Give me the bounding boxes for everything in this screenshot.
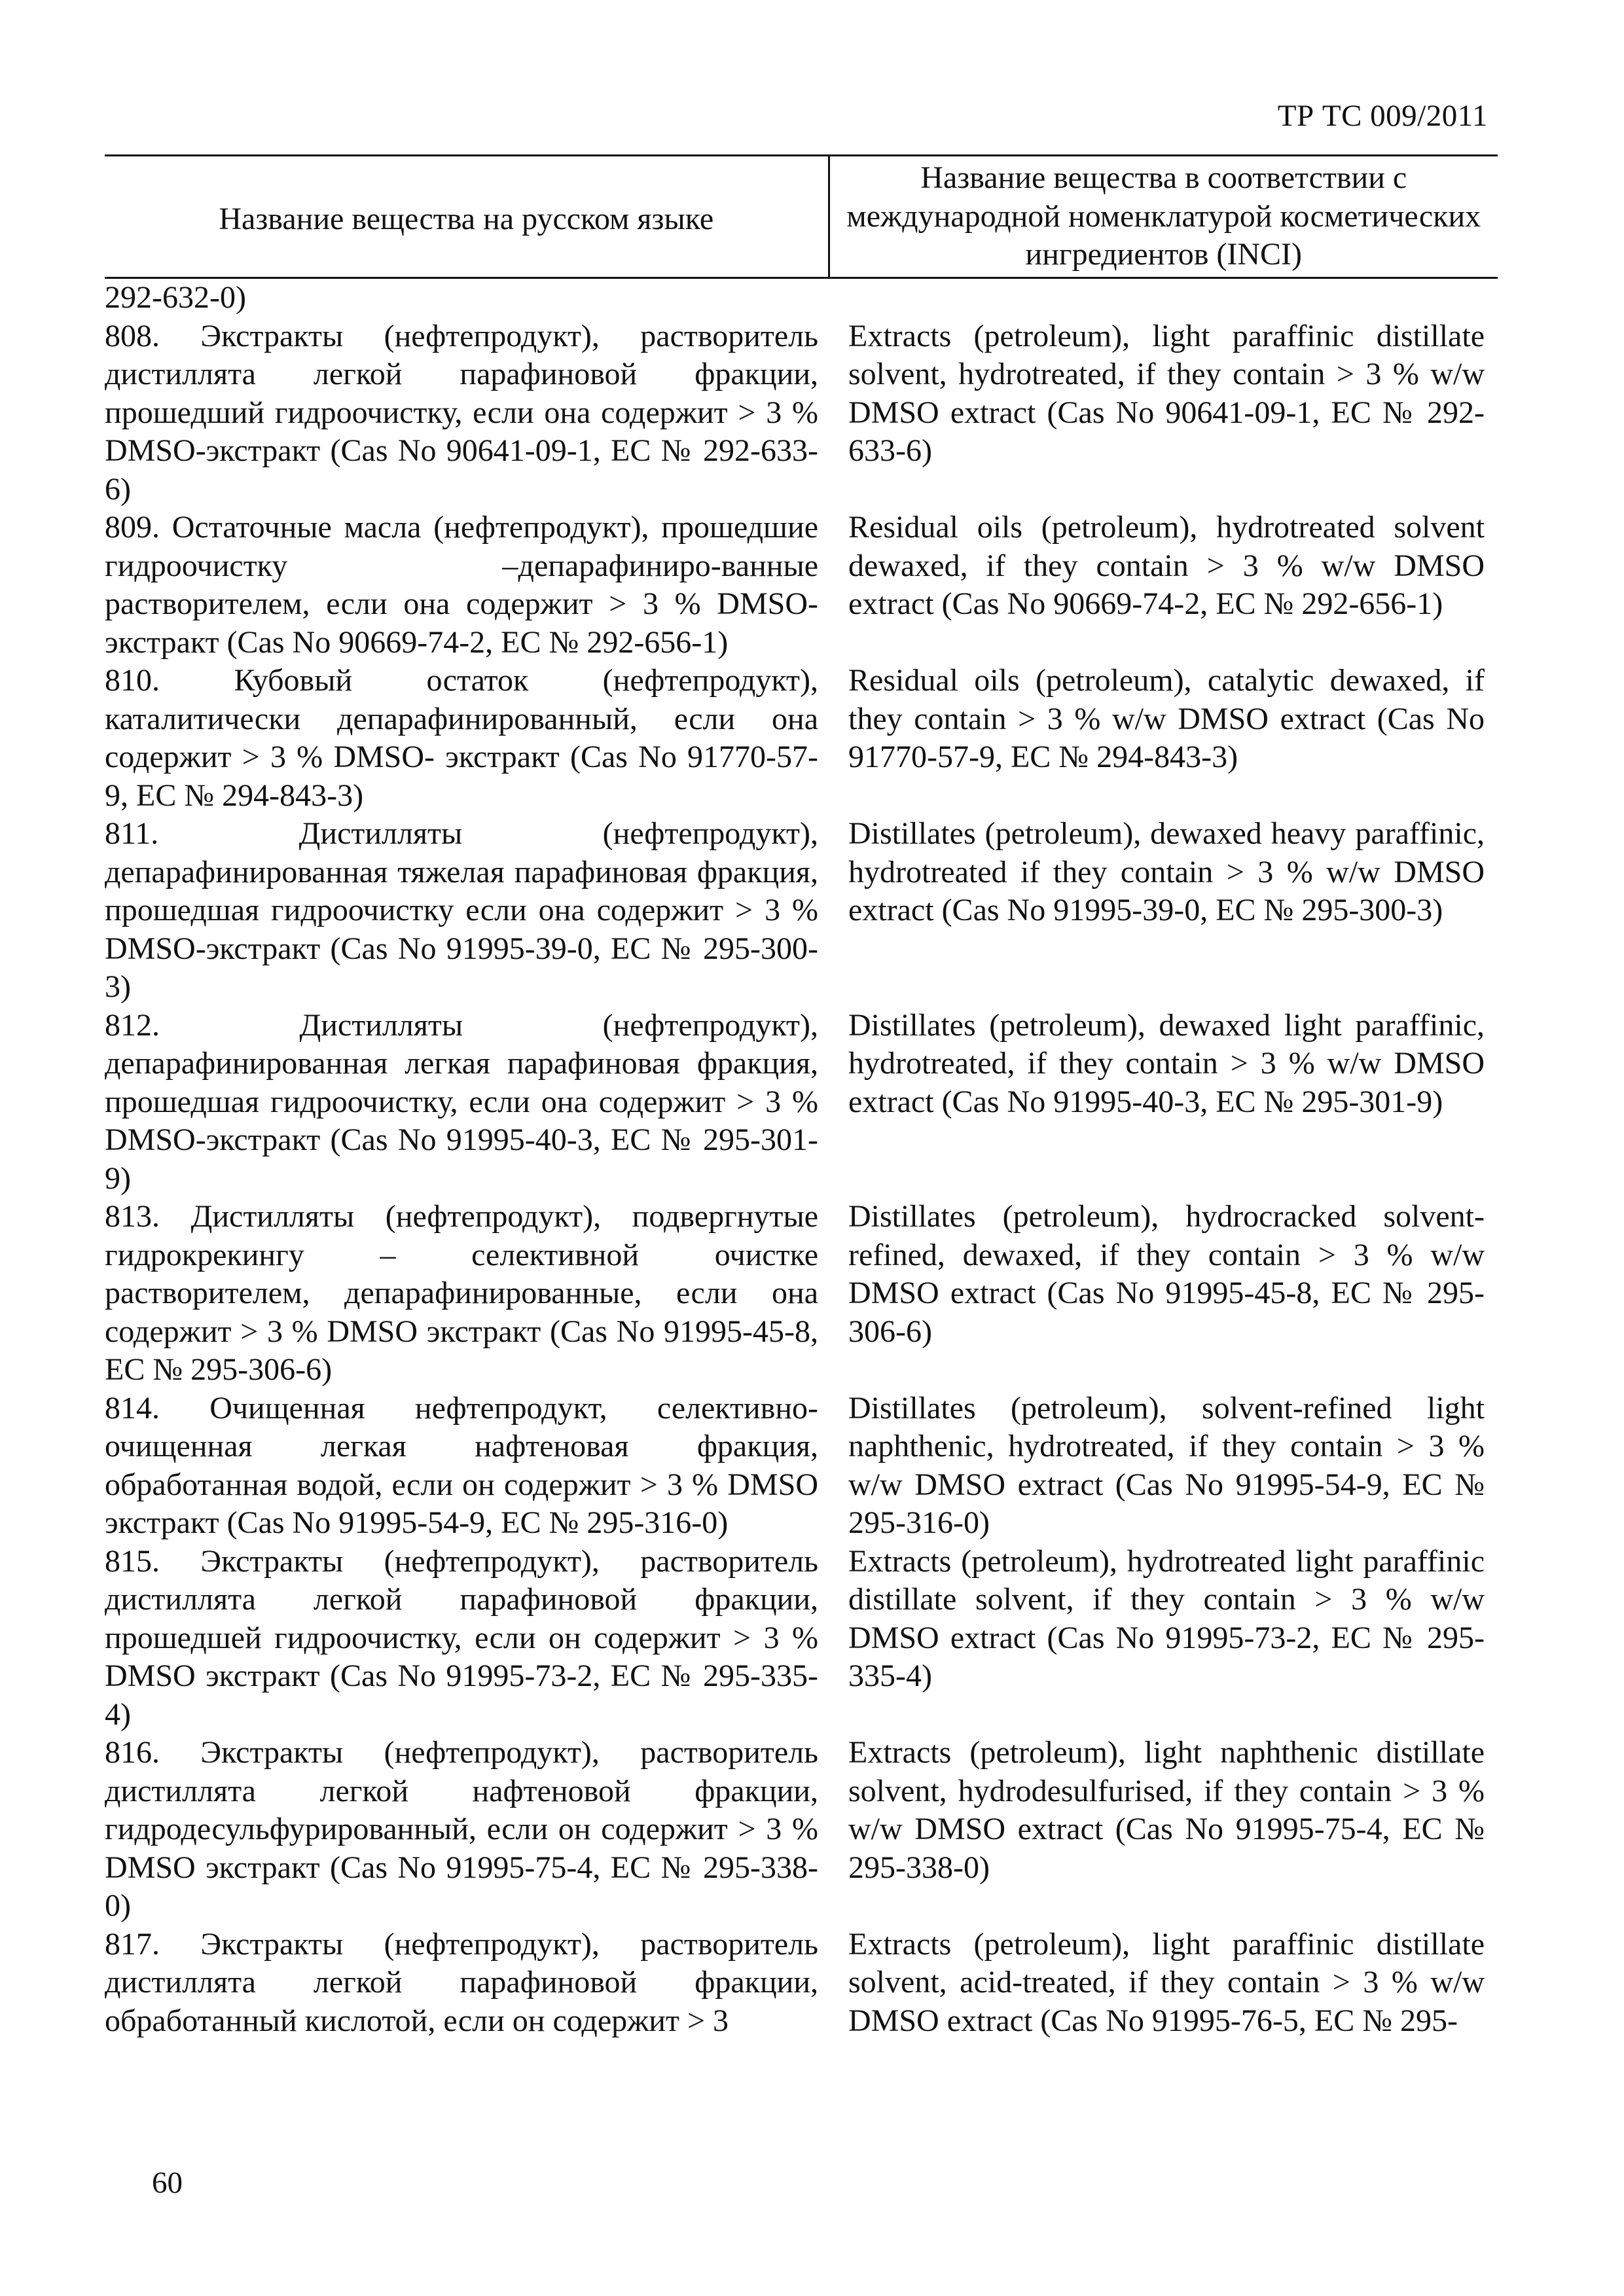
table-row <box>105 1734 1498 1926</box>
table-row <box>105 1007 1498 1198</box>
substance-name-russian: 292-632-0) <box>105 280 246 315</box>
column-header-inci-name: Название вещества в соответствии с международной номенклатурой косметических ингредиентов (INCI) <box>829 156 1498 278</box>
substance-name-russian: 810. Кубовый остаток (нефтепродукт), каталитически депарафинированный, если она содержит > 3 % DMSO- экстракт (Cas No 91770-57-9, ЕС № 294-843-3) <box>105 663 818 813</box>
substance-name-inci: Extracts (petroleum), light paraffinic distillate solvent, acid-treated, if they contain > 3 % w/w DMSO extract (Cas No 91995-76-5, EC № 295- <box>848 1926 1485 2038</box>
substance-name-russian: 817. Экстракты (нефтепродукт), растворитель дистиллята легкой парафиновой фракции, обработанный кислотой, если он содержит > 3 <box>105 1926 818 2038</box>
page-number: 60 <box>152 2166 183 2200</box>
substance-name-inci: Residual oils (petroleum), catalytic dewaxed, if they contain > 3 % w/w DMSO extract (Cas No 91770-57-9, EC № 294-843-3) <box>848 663 1485 774</box>
substance-name-inci: Distillates (petroleum), hydrocracked solvent-refined, dewaxed, if they contain > 3 % w/w DMSO extract (Cas No 91995-45-8, EC № 295-306-6) <box>848 1199 1485 1349</box>
substance-name-russian: 809. Остаточные масла (нефтепродукт), прошедшие гидроочистку –депарафиниро-ванные растворителем, если она содержит > 3 % DMSO-экстракт (Cas No 90669-74-2, ЕС № 292-656-1) <box>105 510 818 660</box>
table-row <box>105 1926 1498 2041</box>
table-header <box>105 156 1498 278</box>
table-row <box>105 815 1498 1007</box>
substance-table <box>105 154 1498 2040</box>
substance-name-inci: Residual oils (petroleum), hydrotreated solvent dewaxed, if they contain > 3 % w/w DMSO extract (Cas No 90669-74-2, EC № 292-656-1) <box>848 510 1485 621</box>
substance-name-inci <box>829 278 1498 317</box>
table-row <box>105 317 1498 509</box>
table-row <box>105 1543 1498 1734</box>
substance-name-russian: 814. Очищенная нефтепродукт, селективно-очищенная легкая нафтеновая фракция, обработанная водой, если он содержит > 3 % DMSO экстракт (Cas No 91995-54-9, ЕС № 295-316-0) <box>105 1390 818 1540</box>
substance-name-russian: 815. Экстракты (нефтепродукт), растворитель дистиллята легкой парафиновой фракции, прошедшей гидроочистку, если он содержит > 3 % DMSO экстракт (Cas No 91995-73-2, ЕС № 295-335-4) <box>105 1543 818 1732</box>
column-header-russian-name: Название вещества на русском языке <box>105 156 829 278</box>
substance-name-inci: Extracts (petroleum), hydrotreated light paraffinic distillate solvent, if they contain > 3 % w/w DMSO extract (Cas No 91995-73-2, EC № 295-335-4) <box>848 1543 1485 1693</box>
substance-name-russian: 816. Экстракты (нефтепродукт), растворитель дистиллята легкой нафтеновой фракции, гидродесульфурированный, если он содержит > 3 % DMSO экстракт (Cas No 91995-75-4, ЕС № 295-338-0) <box>105 1735 818 1923</box>
table-body <box>105 278 1498 2041</box>
substance-name-inci: Distillates (petroleum), dewaxed light paraffinic, hydrotreated, if they contain > 3 % w/w DMSO extract (Cas No 91995-40-3, EC № 295-301-9) <box>848 1007 1485 1119</box>
substance-name-inci: Distillates (petroleum), solvent-refined light naphthenic, hydrotreated, if they contain > 3 % w/w DMSO extract (Cas No 91995-54-9, EC № 295-316-0) <box>848 1390 1485 1540</box>
substance-name-inci: Extracts (petroleum), light paraffinic distillate solvent, hydrotreated, if they contain > 3 % w/w DMSO extract (Cas No 90641-09-1, EC № 292-633-6) <box>848 318 1485 468</box>
substance-name-russian: 808. Экстракты (нефтепродукт), растворитель дистиллята легкой парафиновой фракции, прошедший гидроочистку, если она содержит > 3 % DMSO-экстракт (Cas No 90641-09-1, ЕС № 292-633-6) <box>105 318 818 507</box>
table-row <box>105 509 1498 662</box>
table-row <box>105 278 1498 317</box>
substance-name-inci: Distillates (petroleum), dewaxed heavy paraffinic, hydrotreated if they contain > 3 % w/w DMSO extract (Cas No 91995-39-0, EC № 295-300-3) <box>848 816 1485 927</box>
table-row <box>105 1198 1498 1390</box>
substance-name-russian: 812. Дистилляты (нефтепродукт), депарафинированная легкая парафиновая фракция, прошедшая гидроочистку, если она содержит > 3 % DMSO-экстракт (Cas No 91995-40-3, ЕС № 295-301-9) <box>105 1007 818 1196</box>
substance-name-russian: 811. Дистилляты (нефтепродукт), депарафинированная тяжелая парафиновая фракция, прошедшая гидроочистку если она содержит > 3 % DMSO-экстракт (Cas No 91995-39-0, ЕС № 295-300-3) <box>105 816 818 1004</box>
substance-name-inci: Extracts (petroleum), light naphthenic distillate solvent, hydrodesulfurised, if they contain > 3 % w/w DMSO extract (Cas No 91995-75-4, EC № 295-338-0) <box>848 1735 1485 1885</box>
table-row <box>105 1390 1498 1543</box>
substance-table-container <box>105 154 1498 2040</box>
document-reference: ТР ТС 009/2011 <box>1277 99 1488 133</box>
table-row <box>105 662 1498 815</box>
substance-name-russian: 813. Дистилляты (нефтепродукт), подвергнутые гидрокрекингу – селективной очистке растворителем, депарафинированные, если она содержит > 3 % DMSO экстракт (Cas No 91995-45-8, ЕС № 295-306-6) <box>105 1199 818 1387</box>
